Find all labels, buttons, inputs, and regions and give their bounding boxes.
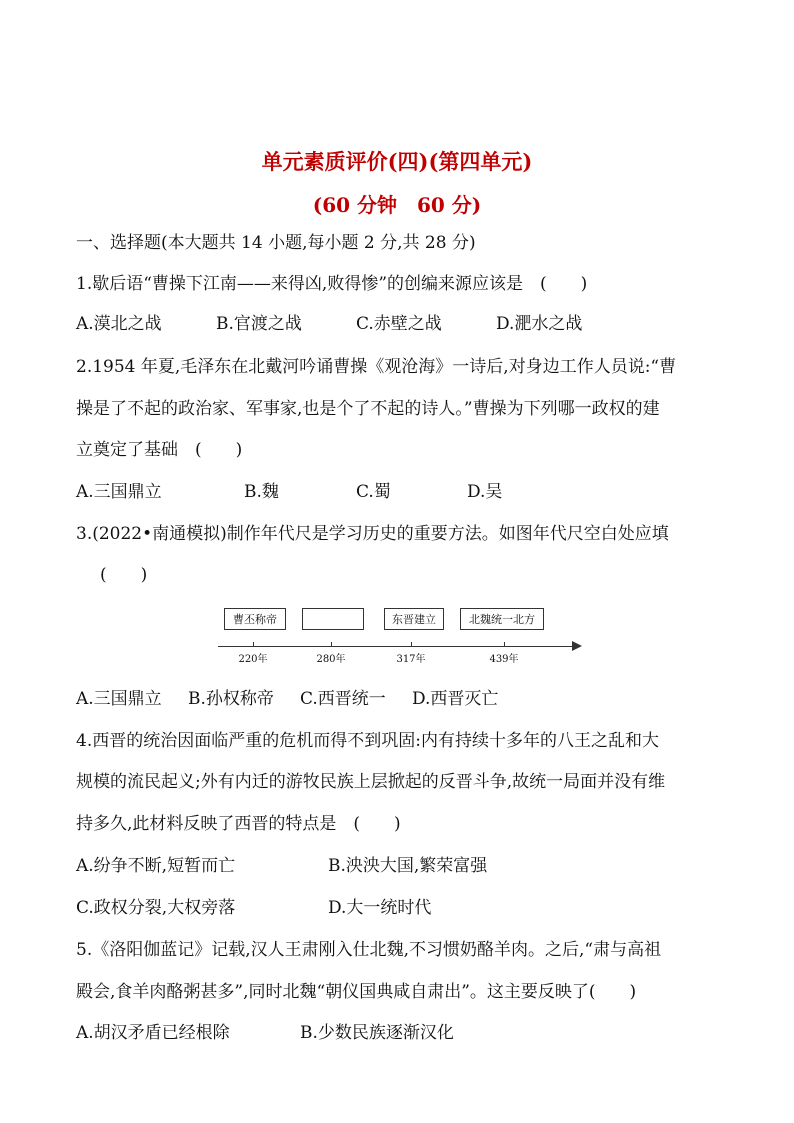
question-2-option-b: B.魏 <box>244 482 279 502</box>
timeline-year-2: 280年 <box>316 654 346 665</box>
timeline-tick <box>253 642 254 647</box>
timeline-axis <box>218 646 574 647</box>
question-4-option-a: A.纷争不断,短暂而亡 <box>76 856 236 876</box>
timeline-event-4: 北魏统一北方 <box>460 608 544 630</box>
question-3-option-d: D.西晋灭亡 <box>412 689 499 709</box>
question-4-text-line-3: 持多久,此材料反映了西晋的特点是 ( ) <box>76 814 401 834</box>
timeline-event-2-blank <box>302 608 364 630</box>
timeline-figure <box>216 604 586 664</box>
question-5-option-b: B.少数民族逐渐汉化 <box>300 1023 454 1043</box>
timeline-tick <box>331 642 332 647</box>
timeline-year-4: 439年 <box>489 654 519 665</box>
question-2-text-line-1: 2.1954 年夏,毛泽东在北戴河吟诵曹操《观沧海》一诗后,对身边工作人员说:“曹 <box>76 357 677 377</box>
question-4-option-c: C.政权分裂,大权旁落 <box>76 898 236 918</box>
timeline-event-3: 东晋建立 <box>384 608 444 630</box>
question-2-text-line-2: 操是了不起的政治家、军事家,也是个了不起的诗人。”曹操为下列哪一政权的建 <box>76 399 660 419</box>
section-heading: 一、选择题(本大题共 14 小题,每小题 2 分,共 28 分) <box>76 233 476 253</box>
question-4-text-line-2: 规模的流民起义;外有内迁的游牧民族上层掀起的反晋斗争,故统一局面并没有维 <box>76 772 666 792</box>
question-1-option-b: B.官渡之战 <box>216 314 302 334</box>
question-5-option-a: A.胡汉矛盾已经根除 <box>76 1023 230 1043</box>
timeline-year-3: 317年 <box>396 654 426 665</box>
question-3-option-b: B.孙权称帝 <box>188 689 274 709</box>
question-2-option-d: D.吴 <box>467 482 503 502</box>
question-2-text-line-3: 立奠定了基础 ( ) <box>76 440 243 460</box>
question-3-option-a: A.三国鼎立 <box>76 689 162 709</box>
question-4-option-b: B.泱泱大国,繁荣富强 <box>328 856 488 876</box>
question-3-option-c: C.西晋统一 <box>300 689 386 709</box>
timeline-tick <box>504 642 505 647</box>
question-5-text-line-1: 5.《洛阳伽蓝记》记载,汉人王肃刚入仕北魏,不习惯奶酪羊肉。之后,“肃与高祖 <box>76 940 662 960</box>
page-subtitle: (60 分钟 60 分) <box>312 193 482 217</box>
question-1-option-c: C.赤壁之战 <box>356 314 442 334</box>
question-1-text: 1.歇后语“曹操下江南——来得凶,败得惨”的创编来源应该是 ( ) <box>76 274 588 294</box>
question-3-text-line-1: 3.(2022•南通模拟)制作年代尺是学习历史的重要方法。如图年代尺空白处应填 <box>76 524 669 544</box>
timeline-arrow-icon <box>572 641 582 651</box>
question-5-text-line-2: 殿会,食羊肉酪粥甚多”,同时北魏“朝仪国典咸自肃出”。这主要反映了( ) <box>76 982 637 1002</box>
question-3-text-line-2: ( ) <box>100 565 148 585</box>
question-1-option-d: D.淝水之战 <box>496 314 583 334</box>
page-title: 单元素质评价(四)(第四单元) <box>261 149 533 174</box>
question-4-text-line-1: 4.西晋的统治因面临严重的危机而得不到巩固:内有持续十多年的八王之乱和大 <box>76 731 659 751</box>
timeline-year-1: 220年 <box>238 654 268 665</box>
timeline-tick <box>411 642 412 647</box>
timeline-event-1: 曹丕称帝 <box>224 608 286 630</box>
question-2-option-a: A.三国鼎立 <box>76 482 162 502</box>
question-4-option-d: D.大一统时代 <box>328 898 432 918</box>
question-2-option-c: C.蜀 <box>356 482 391 502</box>
question-1-option-a: A.漠北之战 <box>76 314 162 334</box>
